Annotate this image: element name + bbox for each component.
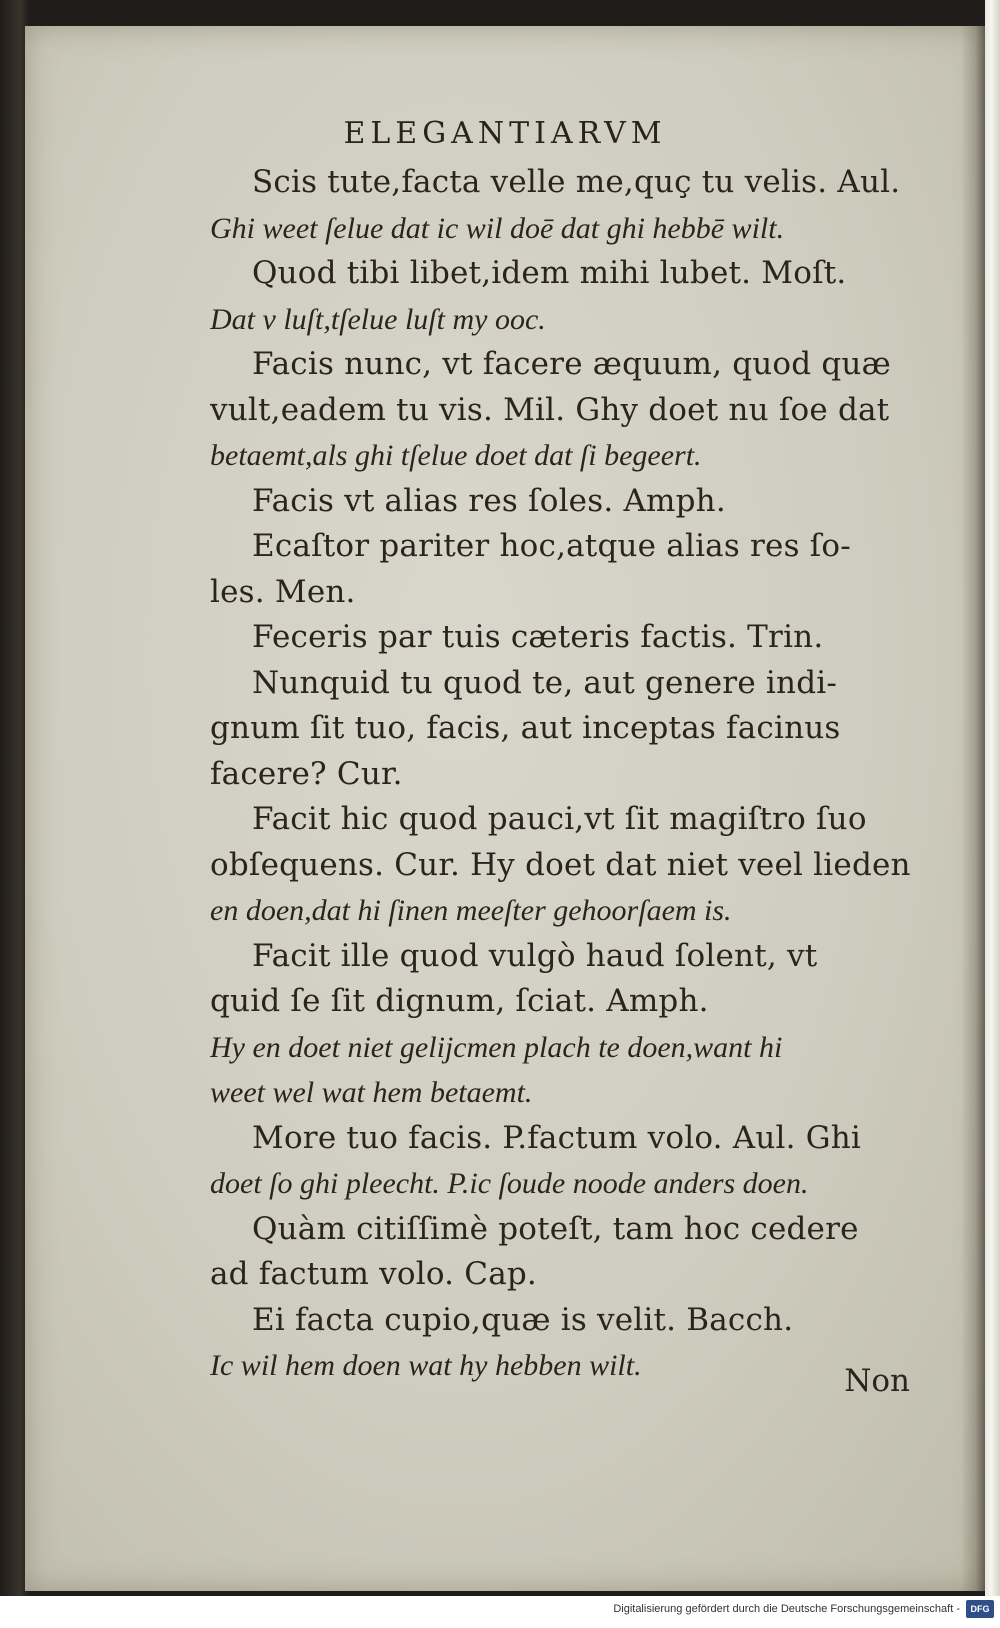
text-line: les. Men. [210,573,356,610]
book-page [25,26,985,1591]
text-line: vult,eadem tu vis. Mil. Ghy doet nu ſoe dat [210,391,890,428]
text-block [210,160,975,1389]
text-line: Nunquid tu quod te, aut genere indi- [252,664,838,701]
text-line: facere? Cur. [210,755,403,792]
text-line: Hy en doet niet gelijcmen plach te doen,want hi [210,1030,783,1064]
text-line: gnum ſit tuo, facis, aut inceptas facinus [210,710,841,746]
text-line: Ei facta cupio,quæ is velit. Bacch. [252,1301,794,1338]
text-line: obſequens. Cur. Hy doet dat niet veel lieden [210,846,911,883]
text-line: Ecaſtor pariter hoc,atque alias res ſo- [252,528,851,564]
text-line: Scis tute,facta velle me,quç tu velis. Aul. [252,164,901,200]
text-line: Facis vt alias res ſoles. Amph. [252,482,726,519]
running-head: ELEGANTIARVM [343,116,667,151]
text-line: doet ſo ghi pleecht. P.ic ſoude noode anders doen. [210,1167,809,1200]
text-line: Feceris par tuis cæteris factis. Trin. [252,619,824,655]
text-line: Ghi weet ſelue dat ic wil doē dat ghi hebbē wilt. [210,211,785,245]
text-line: en doen,dat hi ſinen meeſter gehoorſaem is. [210,894,732,927]
dfg-logo-icon: DFG [966,1600,994,1618]
text-line: ad factum volo. Cap. [210,1256,537,1292]
text-line: More tuo facis. P.factum volo. Aul. Ghi [252,1119,861,1156]
catchword: Non [844,1363,910,1399]
text-line: quid ſe ſit dignum, ſciat. Amph. [210,983,709,1019]
text-line: Quàm citiſſimè poteſt, tam hoc cedere [252,1210,859,1247]
text-line: Facit hic quod pauci,vt ſit magiſtro ſuo [252,801,867,837]
text-line: Ic wil hem doen wat hy hebben wilt. [210,1349,642,1382]
footer-credit: Digitalisierung gefördert durch die Deutsche Forschungsgemeinschaft - [613,1603,960,1615]
text-line: betaemt,als ghi tſelue doet dat ſi begeert. [210,439,702,472]
footer-bar [0,1596,1000,1628]
text-line: Dat v luſt,tſelue luſt my ooc. [210,302,546,336]
book-spine-edge [985,0,1000,1600]
text-line: Facis nunc, vt facere æquum, quod quæ [252,346,891,382]
text-line: Quod tibi libet,idem mihi lubet. Moſt. [252,255,847,291]
text-line: weet wel wat hem betaemt. [210,1076,533,1109]
text-line: Facit ille quod vulgò haud ſolent, vt [252,937,818,974]
